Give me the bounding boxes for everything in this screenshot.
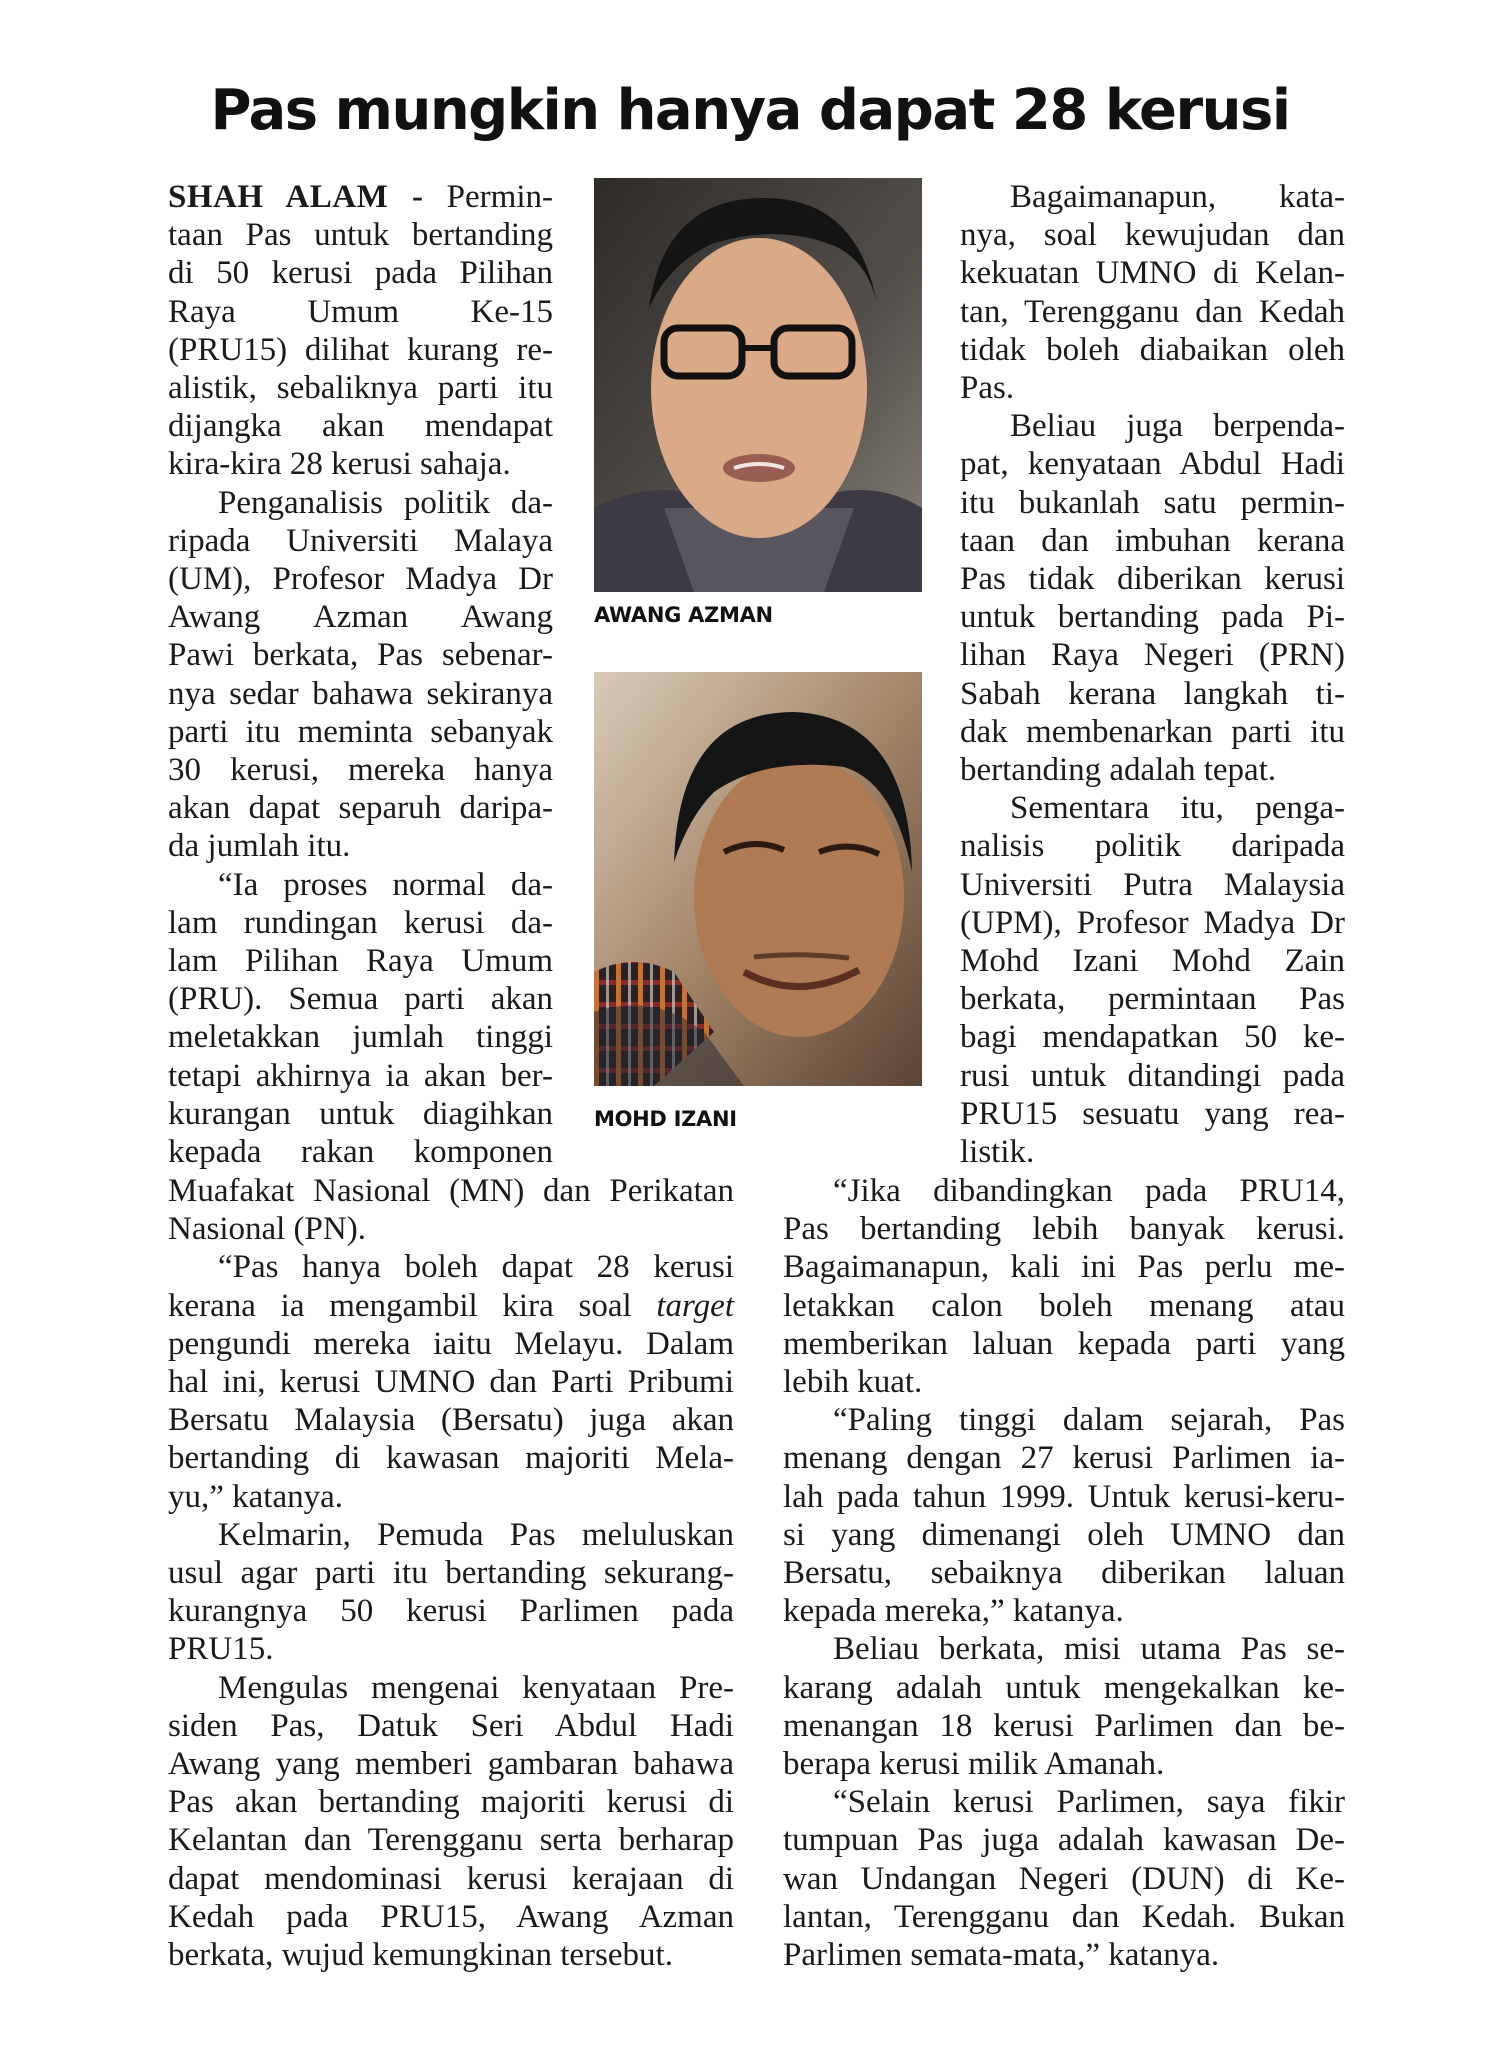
text-line: “Pas hanya boleh dapat 28 kerusi bbox=[218, 1249, 734, 1286]
text-line: memberikan laluan kepada parti yang bbox=[783, 1325, 1345, 1362]
photo-mohd-izani bbox=[594, 672, 922, 1086]
text-line: ripada Universiti Malaya bbox=[168, 522, 553, 559]
text-line: karang adalah untuk mengekalkan ke- bbox=[783, 1669, 1345, 1706]
text-line: berapa kerusi milik Amanah. bbox=[783, 1746, 1165, 1783]
text-line: Awang yang memberi gambaran bahawa bbox=[168, 1746, 734, 1783]
text-line: kekuatan UMNO di Kelan- bbox=[960, 255, 1345, 292]
text-line: Pas bertanding lebih banyak kerusi. bbox=[783, 1211, 1345, 1248]
text-line: (PRU). Semua parti akan bbox=[168, 981, 553, 1018]
text-line: Parlimen semata-mata,” katanya. bbox=[783, 1937, 1220, 1974]
text-line: taan Pas untuk bertanding bbox=[168, 217, 553, 254]
text-line: kepada mereka,” katanya. bbox=[783, 1593, 1124, 1630]
text-line: taan dan imbuhan kerana bbox=[960, 522, 1345, 559]
text-line: Raya Umum Ke-15 bbox=[168, 293, 553, 330]
text-line: lantan, Terengganu dan Kedah. Bukan bbox=[783, 1898, 1345, 1935]
text-line: “Paling tinggi dalam sejarah, Pas bbox=[833, 1402, 1345, 1439]
text-line: Universiti Putra Malaysia bbox=[960, 866, 1345, 903]
text-line: berkata, wujud kemungkinan tersebut. bbox=[168, 1937, 673, 1974]
text-line: dijangka akan mendapat bbox=[168, 408, 553, 445]
text-line: Awang Azman Awang bbox=[168, 599, 553, 636]
text-line: tetapi akhirnya ia akan ber- bbox=[168, 1057, 553, 1094]
text-line: Penganalisis politik da- bbox=[218, 484, 553, 521]
text-line: kerana ia mengambil kira soal target bbox=[168, 1287, 734, 1324]
text-line: dak membenarkan parti itu bbox=[960, 713, 1345, 750]
text-line: Beliau juga berpenda- bbox=[1010, 408, 1345, 445]
text-line: itu bukanlah satu permin- bbox=[960, 484, 1345, 521]
text-line: nya sedar bahawa sekiranya bbox=[168, 675, 553, 712]
text-line: Bersatu, sebaiknya diberikan laluan bbox=[783, 1555, 1345, 1592]
text-line: Pas tidak diberikan kerusi bbox=[960, 561, 1345, 598]
text-line: kepada rakan komponen bbox=[168, 1134, 553, 1171]
text-line: lam rundingan kerusi da- bbox=[168, 904, 553, 941]
text-line: (UM), Profesor Madya Dr bbox=[168, 561, 553, 598]
text-line: Pawi berkata, Pas sebenar- bbox=[168, 637, 553, 674]
article-column-left-lower bbox=[168, 1172, 734, 1974]
text-line: wan Undangan Negeri (DUN) di Ke- bbox=[783, 1860, 1345, 1897]
text-line: dapat mendominasi kerusi kerajaan di bbox=[168, 1860, 734, 1897]
text-line: untuk bertanding pada Pi- bbox=[960, 599, 1345, 636]
text-line: tidak boleh diabaikan oleh bbox=[960, 331, 1345, 368]
text-line: alistik, sebaliknya parti itu bbox=[168, 370, 553, 407]
text-line: PRU15. bbox=[168, 1631, 274, 1668]
text-line: akan dapat separuh daripa- bbox=[168, 790, 553, 827]
text-line: lihan Raya Negeri (PRN) bbox=[960, 637, 1345, 674]
text-line: “Selain kerusi Parlimen, saya fikir bbox=[833, 1784, 1345, 1821]
text-line: di 50 kerusi pada Pilihan bbox=[168, 255, 553, 292]
text-line: bertanding di kawasan majoriti Mela- bbox=[168, 1440, 734, 1477]
article-column-right-upper bbox=[960, 178, 1345, 1171]
text-line: listik. bbox=[960, 1134, 1035, 1171]
text-line: da jumlah itu. bbox=[168, 828, 351, 865]
text-line: pat, kenyataan Abdul Hadi bbox=[960, 446, 1345, 483]
text-line: Kelmarin, Pemuda Pas meluluskan bbox=[218, 1516, 734, 1553]
text-line: Pas. bbox=[960, 370, 1015, 407]
text-line: usul agar parti itu bertanding sekurang- bbox=[168, 1555, 734, 1592]
text-line: “Ia proses normal da- bbox=[218, 866, 553, 903]
text-line: lebih kuat. bbox=[783, 1364, 923, 1401]
text-line: (UPM), Profesor Madya Dr bbox=[960, 904, 1345, 941]
text-line: siden Pas, Datuk Seri Abdul Hadi bbox=[168, 1707, 734, 1744]
text-line: Sementara itu, penga- bbox=[1010, 790, 1345, 827]
article-column-right-lower bbox=[783, 1172, 1345, 1974]
text-line: parti itu meminta sebanyak bbox=[168, 713, 553, 750]
text-line: Muafakat Nasional (MN) dan Perikatan bbox=[168, 1173, 734, 1209]
text-line: Sabah kerana langkah ti- bbox=[960, 675, 1345, 712]
italic-word: target bbox=[656, 1287, 734, 1324]
text-line: lam Pilihan Raya Umum bbox=[168, 943, 553, 980]
text-line: PRU15 sesuatu yang rea- bbox=[960, 1095, 1345, 1132]
text-line: nya, soal kewujudan dan bbox=[960, 217, 1345, 254]
photo-caption: MOHD IZANI bbox=[594, 1107, 737, 1131]
text-line: Pas akan bertanding majoriti kerusi di bbox=[168, 1784, 734, 1821]
article-column-left-upper bbox=[168, 178, 553, 1171]
text-line: SHAH ALAM - Permin- bbox=[168, 179, 553, 215]
text-line: kira-kira 28 kerusi sahaja. bbox=[168, 446, 511, 483]
text-line: kurangnya 50 kerusi Parlimen pada bbox=[168, 1593, 734, 1630]
photo-caption: AWANG AZMAN bbox=[594, 603, 773, 627]
text-line: Kedah pada PRU15, Awang Azman bbox=[168, 1898, 734, 1935]
text-line: pengundi mereka iaitu Melayu. Dalam bbox=[168, 1325, 734, 1362]
text-line: berkata, permintaan Pas bbox=[960, 981, 1345, 1018]
text-line: Bagaimanapun, kali ini Pas perlu me- bbox=[783, 1249, 1345, 1286]
text-line: hal ini, kerusi UMNO dan Parti Pribumi bbox=[168, 1364, 734, 1401]
text-line: Mohd Izani Mohd Zain bbox=[960, 943, 1345, 980]
text-line: Nasional (PN). bbox=[168, 1211, 366, 1248]
text-line: rusi untuk ditandingi pada bbox=[960, 1057, 1345, 1094]
text-line: bertanding adalah tepat. bbox=[960, 752, 1277, 789]
text-line: si yang dimenangi oleh UMNO dan bbox=[783, 1516, 1345, 1553]
portrait-image bbox=[594, 178, 922, 592]
text-line: yu,” katanya. bbox=[168, 1478, 344, 1515]
text-line: tumpuan Pas juga adalah kawasan De- bbox=[783, 1822, 1345, 1859]
text-line: menangan 18 kerusi Parlimen dan be- bbox=[783, 1707, 1345, 1744]
text-line: nalisis politik daripada bbox=[960, 828, 1345, 865]
text-line: Bagaimanapun, kata- bbox=[1010, 179, 1345, 215]
text-line: kurangan untuk diagihkan bbox=[168, 1095, 553, 1132]
text-line: “Jika dibandingkan pada PRU14, bbox=[833, 1173, 1345, 1209]
photo-awang-azman bbox=[594, 178, 922, 592]
text-line: letakkan calon boleh menang atau bbox=[783, 1287, 1345, 1324]
text-line: lah pada tahun 1999. Untuk kerusi-keru- bbox=[783, 1478, 1345, 1515]
text-line: Beliau berkata, misi utama Pas se- bbox=[833, 1631, 1345, 1668]
text-line: bagi mendapatkan 50 ke- bbox=[960, 1019, 1345, 1056]
portrait-image bbox=[594, 672, 922, 1086]
text-line: tan, Terengganu dan Kedah bbox=[960, 293, 1345, 330]
text-line: (PRU15) dilihat kurang re- bbox=[168, 331, 553, 368]
text-line: Bersatu Malaysia (Bersatu) juga akan bbox=[168, 1402, 734, 1439]
headline: Pas mungkin hanya dapat 28 kerusi bbox=[210, 78, 1290, 143]
text-line: Kelantan dan Terengganu serta berharap bbox=[168, 1822, 734, 1859]
text-line: Mengulas mengenai kenyataan Pre- bbox=[218, 1669, 734, 1706]
dateline: SHAH ALAM - bbox=[168, 179, 424, 215]
text-line: meletakkan jumlah tinggi bbox=[168, 1019, 553, 1056]
text-line: 30 kerusi, mereka hanya bbox=[168, 752, 553, 789]
text-line: menang dengan 27 kerusi Parlimen ia- bbox=[783, 1440, 1345, 1477]
